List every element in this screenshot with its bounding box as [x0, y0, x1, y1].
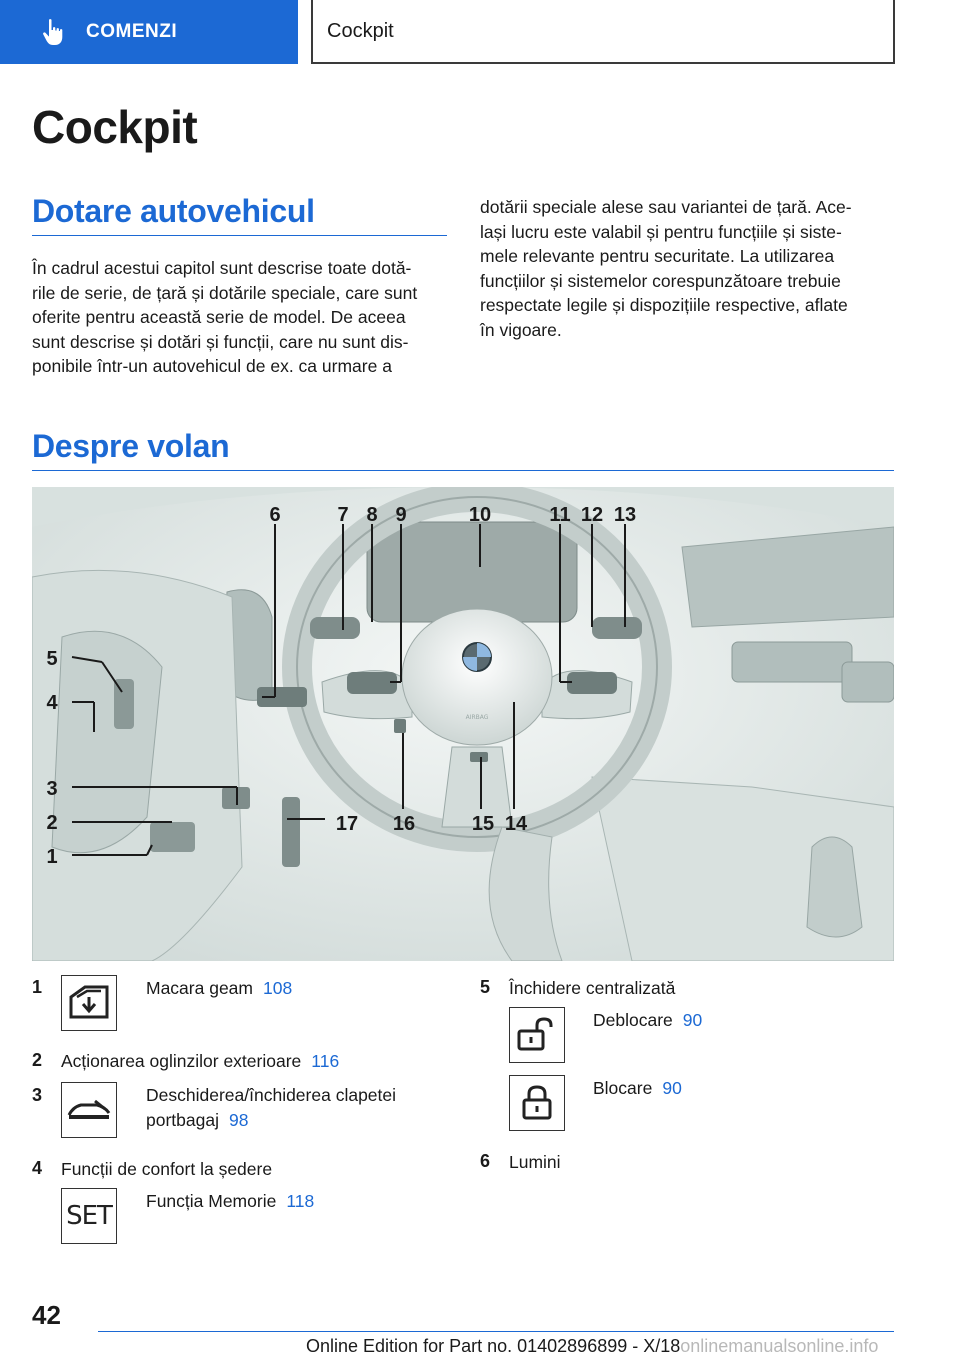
legend-item-memory: [146, 1189, 314, 1214]
callout-6: 6: [269, 504, 281, 526]
text-line: oferite pentru această serie de model. De aceea: [32, 307, 406, 327]
legend-item-1: [146, 976, 292, 1001]
callout-15: 15: [471, 813, 495, 835]
legend-item-4: [61, 1157, 272, 1182]
text-line: în vigoare.: [480, 319, 562, 340]
tab-cockpit-label: Cockpit: [327, 19, 394, 42]
heading-rule: [32, 470, 894, 471]
legend-num-6: 6: [480, 1151, 491, 1171]
text-line: respectate legile și dispozițiile respective, aflate: [480, 295, 848, 315]
legend-label: Funcția Memorie: [146, 1191, 277, 1211]
cockpit-illustration: [32, 487, 894, 961]
legend-num-4: 4: [32, 1158, 43, 1178]
lock-icon: [509, 1075, 565, 1131]
paragraph-col2: [480, 195, 900, 342]
legend-item-6: [509, 1150, 561, 1175]
text-line: funcțiilor și sistemelor corespunzătoare trebuie: [480, 270, 841, 291]
callout-16: 16: [392, 813, 416, 835]
heading-volan: Despre volan: [32, 428, 230, 464]
callout-17: 17: [335, 813, 359, 835]
text-line: ponibile într-un autovehicul de ex. ca urmare a: [32, 356, 392, 376]
footer-edition: [306, 1336, 878, 1357]
callout-11: 11: [549, 504, 571, 526]
legend-item-5: [509, 976, 675, 1001]
legend-num-2: 2: [32, 1050, 43, 1070]
watermark: onlinemanualsonline.info: [680, 1336, 879, 1356]
tab-cockpit[interactable]: [311, 0, 895, 64]
legend-label: Închidere centralizată: [509, 978, 676, 998]
legend-item-3: [146, 1083, 396, 1132]
callout-3: 3: [46, 778, 58, 800]
legend-label: Deblocare: [593, 1010, 673, 1030]
legend-label: Deschiderea/închiderea clapetei: [146, 1085, 397, 1105]
legend-item-lock: [593, 1076, 682, 1101]
callout-10: 10: [468, 504, 492, 526]
callout-13: 13: [613, 504, 637, 526]
text-line: În cadrul acestui capitol sunt descrise toate dotă-: [32, 258, 412, 278]
paragraph-col1: [32, 256, 452, 379]
legend-label: Funcții de confort la ședere: [61, 1159, 273, 1179]
legend-num-1: 1: [32, 977, 43, 997]
callout-4: 4: [46, 692, 58, 714]
page-link-118[interactable]: 118: [286, 1191, 315, 1211]
legend-label: portbagaj: [146, 1109, 219, 1130]
tab-comenzi-label: COMENZI: [86, 21, 178, 42]
page-title: Cockpit: [32, 101, 198, 153]
callout-5: 5: [46, 648, 58, 670]
text-line: rile de serie, de țară și dotările speciale, care sunt: [32, 282, 418, 303]
legend-item-2: [61, 1049, 339, 1074]
page-link-90[interactable]: 90: [662, 1078, 682, 1098]
tab-comenzi[interactable]: [0, 0, 298, 64]
airbag-badge: AIRBAG: [465, 714, 489, 721]
callout-1: 1: [46, 846, 58, 868]
text-line: dotării speciale alese sau variantei de țară. Ace-: [480, 197, 852, 217]
unlock-icon: [509, 1007, 565, 1063]
callout-9: 9: [395, 504, 407, 526]
page-link-116[interactable]: 116: [311, 1051, 340, 1071]
set-icon-text: SET: [66, 1201, 112, 1231]
text-line: lași lucru este valabil și pentru funcțiile și siste-: [480, 221, 842, 242]
page-link-90[interactable]: 90: [682, 1010, 703, 1030]
callout-2: 2: [46, 812, 58, 834]
legend-label: Macara geam: [146, 978, 253, 998]
legend-label: Acționarea oglinzilor exterioare: [61, 1051, 302, 1071]
page-number: 42: [32, 1300, 61, 1330]
edition-text: Online Edition for Part no. 01402896899 - X/18: [306, 1336, 681, 1356]
callout-8: 8: [366, 504, 378, 526]
footer-rule: [98, 1331, 894, 1332]
set-memory-icon: [61, 1188, 117, 1244]
text-line: sunt descrise și dotări și funcții, care nu sunt dis-: [32, 331, 409, 352]
legend-label: Lumini: [509, 1152, 561, 1172]
trunk-lid-icon: [61, 1082, 117, 1138]
legend-item-unlock: [593, 1008, 702, 1033]
callout-12: 12: [580, 504, 604, 526]
callout-7: 7: [337, 504, 349, 526]
hand-pointer-icon: [42, 18, 66, 46]
page-link-98[interactable]: 98: [228, 1109, 249, 1130]
heading-dotare: Dotare autovehicul: [32, 193, 315, 229]
text-line: mele relevante pentru securitate. La utilizarea: [480, 246, 835, 266]
page-link-108[interactable]: 108: [263, 978, 293, 998]
window-lift-icon: [61, 975, 117, 1031]
cockpit-figure: [32, 487, 894, 961]
legend-label: Blocare: [593, 1078, 653, 1098]
heading-rule: [32, 235, 447, 236]
callout-14: 14: [504, 813, 528, 835]
legend-num-5: 5: [480, 977, 491, 997]
legend-num-3: 3: [32, 1085, 43, 1105]
